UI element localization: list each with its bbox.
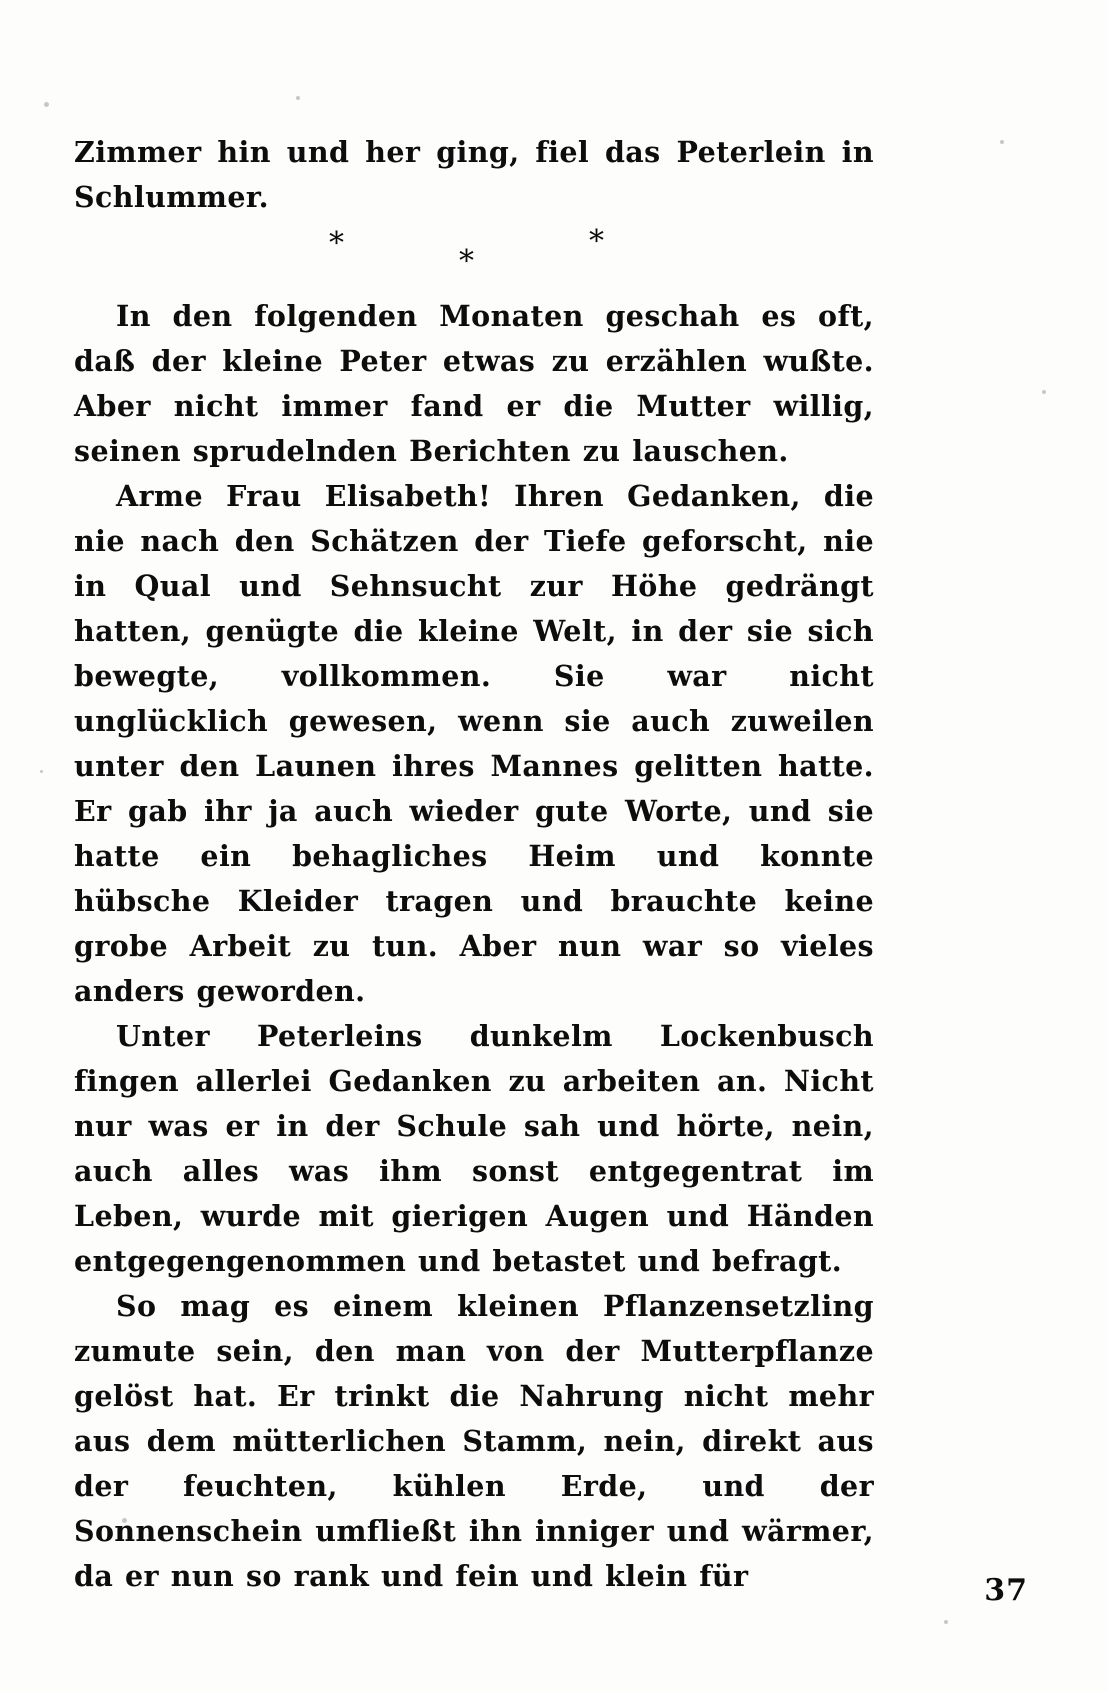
paragraph-1: In den folgenden Monaten geschah es oft, daß der kleine Peter etwas zu erzählen wußte. Aber nicht immer fand er die Mutter willig, seinen sprudelnden Berichten zu lauschen. [74,299,874,468]
asterisk-icon: * [589,224,604,259]
paragraph-3: Unter Peterleins dunkelm Lockenbusch fingen allerlei Gedanken zu arbeiten an. Nicht nur was er in der Schule sah und hörte, nein, auch alles was ihm sonst entgegentrat im Leben, wurde mit gierigen Augen und Händen entgegengenommen und betastet und befragt. [74,1019,874,1278]
paper-speck [44,102,49,107]
page-number: 37 [984,1573,1028,1608]
section-separator [74,226,874,284]
asterisk-icon: * [459,244,474,279]
paragraph-2: Arme Frau Elisabeth! Ihren Gedanken, die nie nach den Schätzen der Tiefe geforscht, nie in Qual und Sehnsucht zur Höhe gedrängt hatten, genügte die kleine Welt, in der sie sich bewegte, vollkommen. Sie war nicht unglücklich gewesen, wenn sie auch zuweilen unter den Launen ihres Mannes gelitten hatte. Er gab ihr ja auch wieder gute Worte, und sie hatte ein behagliches Heim und konnte hübsche Kleider tragen und brauchte keine grobe Arbeit zu tun. Aber nun war so vieles anders geworden. [74,479,874,1008]
page-text-block [74,130,874,1599]
paragraph-4: So mag es einem kleinen Pflanzensetzling zumute sein, den man von der Mutterpflanze gelöst hat. Er trinkt die Nahrung nicht mehr aus dem mütterlichen Stamm, nein, direkt aus der feuchten, kühlen Erde, und der Sonnenschein umfließt ihn inniger und wärmer, da er nun so rank und fein und klein für [74,1289,874,1593]
paper-speck [1000,140,1004,144]
paper-speck [40,770,43,773]
paper-speck [944,1620,948,1624]
paper-speck [1042,390,1046,394]
asterisk-icon: * [329,226,344,261]
paper-speck [296,96,300,100]
paragraph-carryover: Zimmer hin und her ging, fiel das Peterlein in Schlummer. [74,135,874,214]
